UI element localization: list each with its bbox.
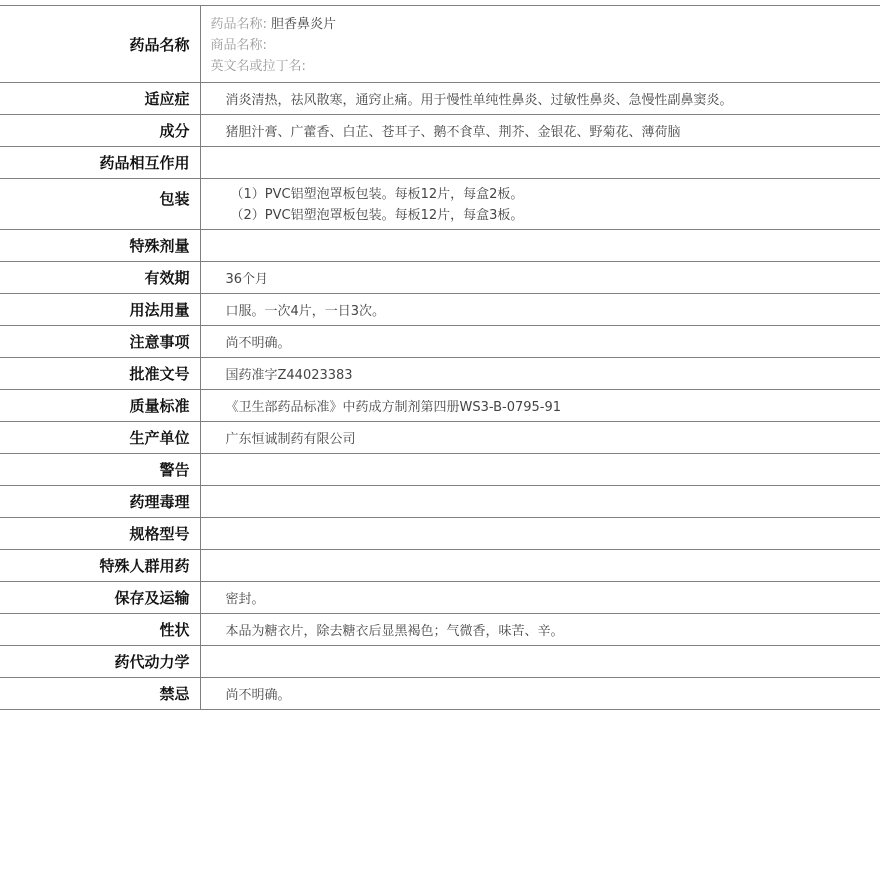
row-value	[200, 550, 880, 582]
english-name-line	[211, 56, 880, 77]
table-row-warning	[0, 454, 880, 486]
table-row-shelf-life	[0, 262, 880, 294]
row-value: 国药准字Z44023383	[200, 358, 880, 390]
row-label: 批准文号	[0, 358, 200, 390]
row-label: 药理毒理	[0, 486, 200, 518]
row-value: 密封。	[200, 582, 880, 614]
row-value	[200, 147, 880, 179]
english-name-key: 英文名或拉丁名:	[210, 59, 306, 74]
row-value: 本品为糖衣片，除去糖衣后显黑褐色；气微香，味苦、辛。	[200, 614, 880, 646]
row-label: 特殊人群用药	[0, 550, 200, 582]
table-row-drug-name	[0, 6, 880, 83]
row-value: 尚不明确。	[200, 326, 880, 358]
packaging-line: （1）PVC铝塑泡罩板包装。每板12片，每盒2板。	[230, 187, 524, 202]
row-label: 用法用量	[0, 294, 200, 326]
generic-name-key: 药品名称:	[210, 17, 267, 32]
row-label: 药品相互作用	[0, 147, 200, 179]
row-label: 规格型号	[0, 518, 200, 550]
row-value: 《卫生部药品标准》中药成方制剂第四册WS3-B-0795-91	[200, 390, 880, 422]
row-value	[200, 646, 880, 678]
table-row-special-dosage	[0, 230, 880, 262]
packaging-line: （2）PVC铝塑泡罩板包装。每板12片，每盒3板。	[230, 208, 524, 223]
table-row-ingredients	[0, 115, 880, 147]
row-label: 注意事项	[0, 326, 200, 358]
row-value	[200, 179, 880, 230]
row-value	[200, 518, 880, 550]
table-row-pharmacokinetics	[0, 646, 880, 678]
row-label: 生产单位	[0, 422, 200, 454]
row-value: 猪胆汁膏、广藿香、白芷、苍耳子、鹅不食草、荆芥、金银花、野菊花、薄荷脑	[200, 115, 880, 147]
table-row-approval-number	[0, 358, 880, 390]
table-row-pharmacology	[0, 486, 880, 518]
row-label: 特殊剂量	[0, 230, 200, 262]
row-label: 药品名称	[0, 6, 200, 83]
trade-name-key: 商品名称:	[210, 38, 267, 53]
row-value: 消炎清热，祛风散寒，通窍止痛。用于慢性单纯性鼻炎、过敏性鼻炎、急慢性副鼻窦炎。	[200, 83, 880, 115]
table-row-storage	[0, 582, 880, 614]
generic-name-line	[211, 14, 880, 35]
table-row-specification	[0, 518, 880, 550]
generic-name-value: 胆香鼻炎片	[271, 17, 337, 32]
row-label: 性状	[0, 614, 200, 646]
drug-info-table	[0, 5, 880, 710]
table-row-precautions	[0, 326, 880, 358]
row-value: 36个月	[200, 262, 880, 294]
table-row-description	[0, 614, 880, 646]
drug-info-container	[0, 5, 880, 710]
table-row-contraindications	[0, 678, 880, 710]
row-value: 广东恒诚制药有限公司	[200, 422, 880, 454]
table-row-special-populations	[0, 550, 880, 582]
trade-name-line	[211, 35, 880, 56]
table-row-packaging	[0, 179, 880, 230]
row-label: 包装	[0, 179, 200, 230]
row-label: 成分	[0, 115, 200, 147]
row-label: 警告	[0, 454, 200, 486]
row-label: 质量标准	[0, 390, 200, 422]
row-label: 药代动力学	[0, 646, 200, 678]
table-row-indications	[0, 83, 880, 115]
row-label: 禁忌	[0, 678, 200, 710]
row-label: 有效期	[0, 262, 200, 294]
name-details	[200, 6, 880, 83]
row-value	[200, 454, 880, 486]
row-label: 保存及运输	[0, 582, 200, 614]
row-label: 适应症	[0, 83, 200, 115]
table-row-interactions	[0, 147, 880, 179]
row-value: 尚不明确。	[200, 678, 880, 710]
table-row-quality-standard	[0, 390, 880, 422]
row-value	[200, 486, 880, 518]
table-row-manufacturer	[0, 422, 880, 454]
row-value: 口服。一次4片，一日3次。	[200, 294, 880, 326]
table-row-usage	[0, 294, 880, 326]
row-value	[200, 230, 880, 262]
